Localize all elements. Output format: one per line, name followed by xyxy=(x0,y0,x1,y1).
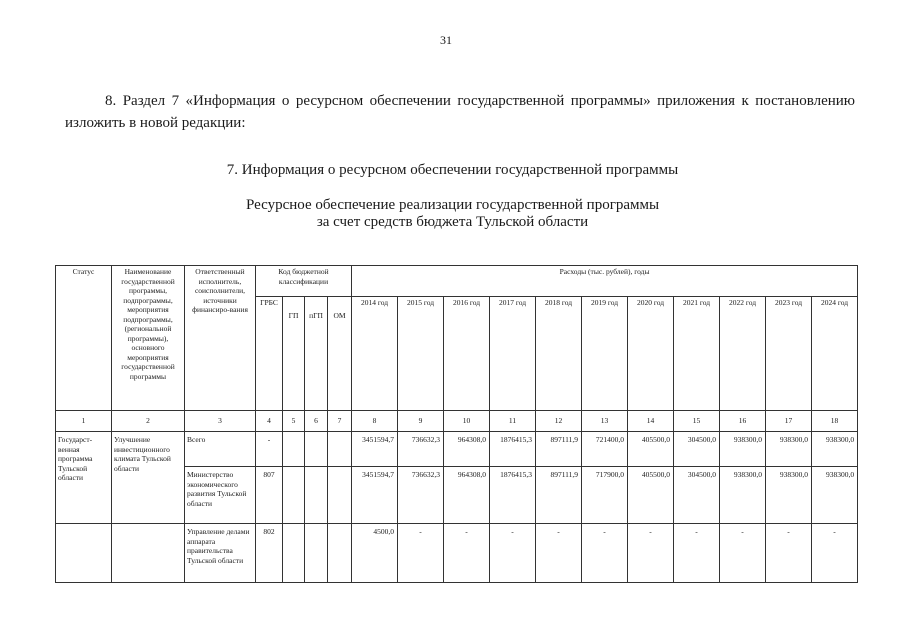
column-number: 4 xyxy=(256,411,283,432)
row-program-name: Улучшение инвестиционного климата Тульской области xyxy=(112,432,185,524)
table-row xyxy=(56,524,858,583)
header-year: 2021 год xyxy=(674,297,720,411)
column-number: 14 xyxy=(628,411,674,432)
row-value: 1876415,3 xyxy=(490,467,536,524)
row-value: 736632,3 xyxy=(398,432,444,467)
header-name: Наименование государственной программы, подпрограммы, мероприятия подпрограммы, (региональной программы), основного мероприятия государственной программы xyxy=(112,266,185,411)
row-value: - xyxy=(490,524,536,583)
row-value: - xyxy=(628,524,674,583)
column-number: 3 xyxy=(185,411,256,432)
column-number: 16 xyxy=(720,411,766,432)
row-value: 3451594,7 xyxy=(352,432,398,467)
row-value: 1876415,3 xyxy=(490,432,536,467)
row-value: 938300,0 xyxy=(720,432,766,467)
row-value: 964308,0 xyxy=(444,467,490,524)
header-expenses: Расходы (тыс. рублей), годы xyxy=(352,266,858,297)
row-pgp xyxy=(305,524,328,583)
row-value: 304500,0 xyxy=(674,467,720,524)
header-year: 2015 год xyxy=(398,297,444,411)
header-year: 2016 год xyxy=(444,297,490,411)
row-value: 897111,9 xyxy=(536,467,582,524)
row-executor: Всего xyxy=(185,432,256,467)
row-value: 405500,0 xyxy=(628,467,674,524)
header-year: 2020 год xyxy=(628,297,674,411)
row-value: 736632,3 xyxy=(398,467,444,524)
column-number: 8 xyxy=(352,411,398,432)
row-value: 721400,0 xyxy=(582,432,628,467)
header-code-pgp: пГП xyxy=(305,297,328,411)
header-year: 2017 год xyxy=(490,297,536,411)
header-year: 2014 год xyxy=(352,297,398,411)
header-code-om: ОМ xyxy=(328,297,352,411)
row-value: 964308,0 xyxy=(444,432,490,467)
row-gp xyxy=(283,432,305,467)
row-program-name xyxy=(112,524,185,583)
subheading-line-1: Ресурсное обеспечение реализации государственной программы xyxy=(245,197,660,213)
resource-table xyxy=(55,265,858,583)
row-value: 304500,0 xyxy=(674,432,720,467)
header-year: 2018 год xyxy=(536,297,582,411)
column-number: 15 xyxy=(674,411,720,432)
row-value: - xyxy=(812,524,858,583)
row-value: 938300,0 xyxy=(812,432,858,467)
page-number: 31 xyxy=(440,33,452,47)
row-grbs: 807 xyxy=(256,467,283,524)
row-value: 3451594,7 xyxy=(352,467,398,524)
header-year: 2022 год xyxy=(720,297,766,411)
table-row xyxy=(56,432,858,467)
row-value: 938300,0 xyxy=(766,467,812,524)
header-year: 2019 год xyxy=(582,297,628,411)
row-value: - xyxy=(444,524,490,583)
row-value: 405500,0 xyxy=(628,432,674,467)
column-number: 1 xyxy=(56,411,112,432)
header-status: Статус xyxy=(56,266,112,411)
amendment-paragraph: 8. Раздел 7 «Информация о ресурсном обеспечении государственной программы» приложения к постановлению изложить в новой редакции: xyxy=(65,93,855,131)
row-value: 938300,0 xyxy=(720,467,766,524)
column-number: 18 xyxy=(812,411,858,432)
column-number: 11 xyxy=(490,411,536,432)
row-value: - xyxy=(766,524,812,583)
column-number: 7 xyxy=(328,411,352,432)
column-number: 12 xyxy=(536,411,582,432)
row-value: - xyxy=(674,524,720,583)
row-value: 938300,0 xyxy=(766,432,812,467)
row-value: 4500,0 xyxy=(352,524,398,583)
row-grbs: - xyxy=(256,432,283,467)
row-om xyxy=(328,467,352,524)
column-number: 13 xyxy=(582,411,628,432)
row-om xyxy=(328,432,352,467)
header-code-gp: ГП xyxy=(283,297,305,411)
header-budget-code: Код бюджетной классификации xyxy=(256,266,352,297)
column-number: 10 xyxy=(444,411,490,432)
header-code-grbs: ГРБС xyxy=(256,297,283,411)
row-status xyxy=(56,524,112,583)
row-value: - xyxy=(582,524,628,583)
column-number: 6 xyxy=(305,411,328,432)
header-executor: Ответственный исполнитель, соисполнители, источники финансиро-вания xyxy=(185,266,256,411)
column-number: 9 xyxy=(398,411,444,432)
row-value: - xyxy=(536,524,582,583)
row-pgp xyxy=(305,432,328,467)
row-pgp xyxy=(305,467,328,524)
header-year: 2023 год xyxy=(766,297,812,411)
row-executor: Управление делами аппарата правительства Тульской области xyxy=(185,524,256,583)
subheading-line-2: за счет средств бюджета Тульской области xyxy=(316,214,589,230)
row-value: 717900,0 xyxy=(582,467,628,524)
row-grbs: 802 xyxy=(256,524,283,583)
row-gp xyxy=(283,467,305,524)
row-value: 938300,0 xyxy=(812,467,858,524)
row-executor: Министерство экономического развития Тульской области xyxy=(185,467,256,524)
header-year: 2024 год xyxy=(812,297,858,411)
column-number: 17 xyxy=(766,411,812,432)
table-subheading xyxy=(0,197,905,231)
row-status: Государст-венная программа Тульской области xyxy=(56,432,112,524)
column-number: 5 xyxy=(283,411,305,432)
section-heading: 7. Информация о ресурсном обеспечении государственной программы xyxy=(226,162,679,178)
row-om xyxy=(328,524,352,583)
row-gp xyxy=(283,524,305,583)
row-value: 897111,9 xyxy=(536,432,582,467)
row-value: - xyxy=(398,524,444,583)
row-value: - xyxy=(720,524,766,583)
column-number: 2 xyxy=(112,411,185,432)
